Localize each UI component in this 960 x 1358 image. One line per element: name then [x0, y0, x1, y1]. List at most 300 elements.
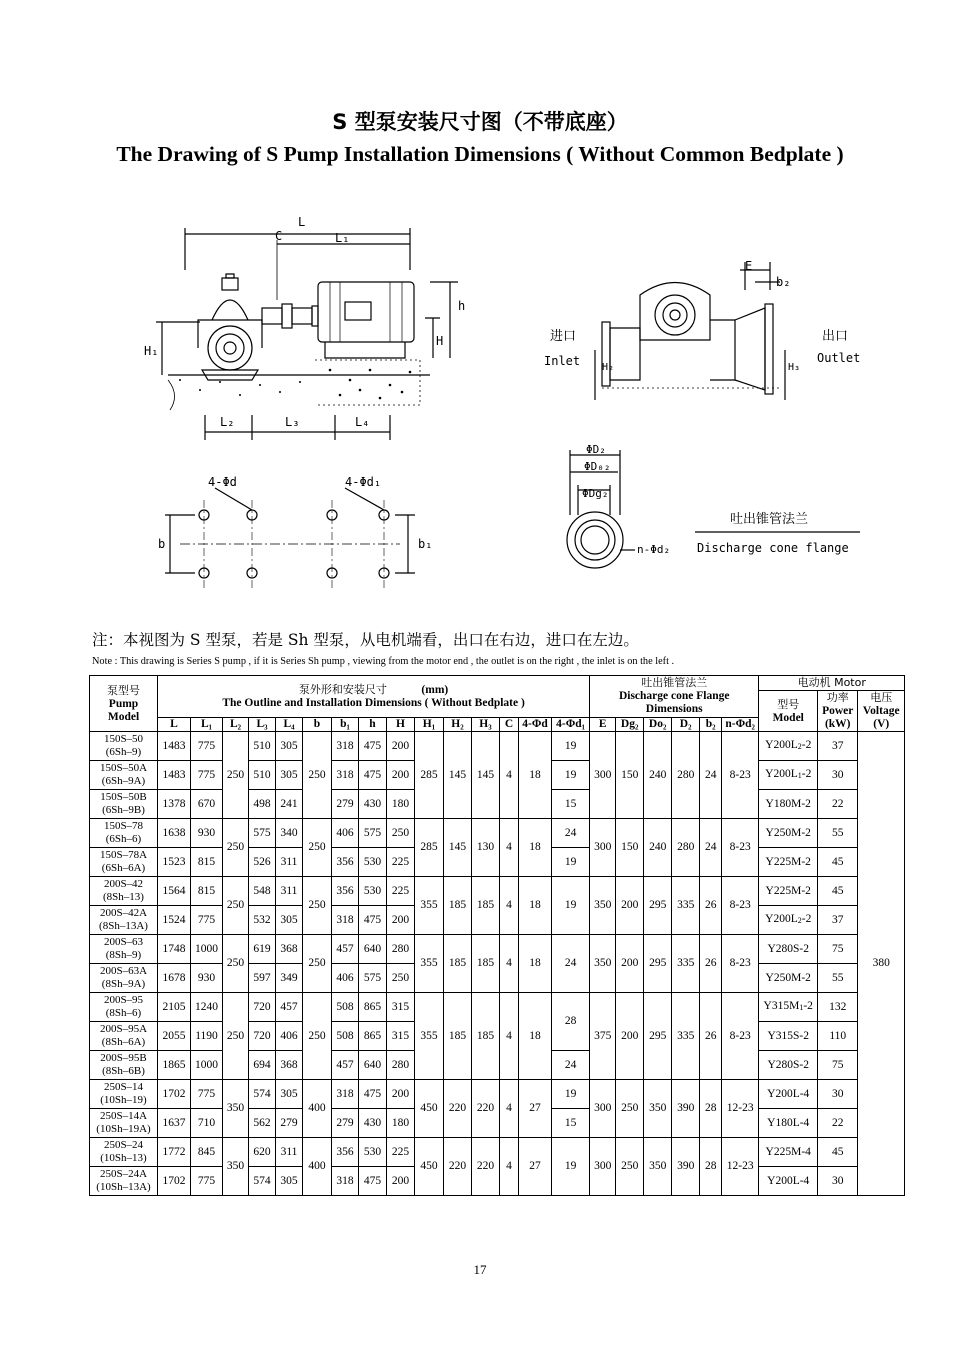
cell-b2: 24	[700, 819, 722, 877]
col-header: L	[158, 717, 191, 731]
cell-d: 27	[519, 1080, 552, 1138]
cell-H3: 185	[472, 993, 500, 1080]
cell-L3: 510	[249, 761, 276, 790]
col-header: Dg₂	[616, 717, 644, 731]
inlet-cn: 进口	[550, 329, 577, 344]
table-row	[90, 732, 905, 761]
motor-model: $Y200L_2-2$	[759, 906, 818, 935]
col-header: L₃	[249, 717, 276, 731]
cell-L: 1564	[158, 877, 191, 906]
cell-b: 250	[303, 877, 332, 935]
flange-cn: 吐出锥管法兰	[730, 512, 809, 527]
cell-b1: 356	[332, 848, 359, 877]
label-E: E	[745, 259, 753, 273]
cell-h: 530	[359, 848, 387, 877]
cell-H: 250	[387, 964, 415, 993]
motor-power: 30	[818, 1080, 858, 1109]
cell-H3: 130	[472, 819, 500, 877]
cell-H2: 220	[444, 1138, 472, 1196]
cell-L1: 775	[191, 1167, 223, 1196]
cell-Dg2: 200	[616, 935, 644, 993]
cell-b1: 406	[332, 964, 359, 993]
cell-H1: 450	[415, 1138, 444, 1196]
motor-power: 22	[818, 1109, 858, 1138]
cell-L2: 350	[223, 1080, 249, 1138]
cell-L4: 340	[276, 819, 303, 848]
cell-Dg2: 200	[616, 993, 644, 1080]
col-header: D₂	[672, 717, 700, 731]
label-L2: L₂	[220, 415, 235, 429]
cell-E: 300	[590, 1080, 616, 1138]
label-4d1: 4-Φd₁	[345, 475, 382, 489]
cell-H: 280	[387, 1051, 415, 1080]
motor-model: Y225M-2	[759, 877, 818, 906]
cell-L: 1772	[158, 1138, 191, 1167]
cell-E: 350	[590, 935, 616, 993]
cell-H3: 185	[472, 877, 500, 935]
cell-Dg2: 250	[616, 1138, 644, 1196]
cell-L4: 305	[276, 732, 303, 761]
page-number: 17	[473, 1262, 487, 1277]
cell-Do2: 350	[644, 1138, 672, 1196]
cell-H: 225	[387, 848, 415, 877]
cell-E: 375	[590, 993, 616, 1080]
pump-model: 150S–50A (6Sh–9A)	[90, 761, 158, 790]
cell-H: 225	[387, 1138, 415, 1167]
cell-L1: 775	[191, 906, 223, 935]
motor-power: 30	[818, 761, 858, 790]
col-header: H₃	[472, 717, 500, 731]
cell-h: 430	[359, 1109, 387, 1138]
cell-C: 4	[500, 819, 519, 877]
cell-d1: 28	[552, 993, 590, 1051]
cell-H: 225	[387, 877, 415, 906]
cell-d1: 15	[552, 790, 590, 819]
motor-power: 30	[818, 1167, 858, 1196]
cell-b1: 508	[332, 1022, 359, 1051]
col-header: L₂	[223, 717, 249, 731]
cell-Dg2: 150	[616, 732, 644, 819]
motor-model: Y225M-4	[759, 1138, 818, 1167]
cell-L2: 250	[223, 732, 249, 819]
col-header: n-Φd₂	[722, 717, 759, 731]
cell-H3: 185	[472, 935, 500, 993]
cell-L1: 775	[191, 1080, 223, 1109]
cell-D2: 280	[672, 732, 700, 819]
note-cn: 注：本视图为 S 型泵，若是 Sh 型泵，从电机端看，出口在右边，进口在左边。	[92, 631, 639, 649]
cell-D2: 335	[672, 993, 700, 1080]
cell-d1: 19	[552, 848, 590, 877]
cell-L: 1678	[158, 964, 191, 993]
cell-L: 1865	[158, 1051, 191, 1080]
cell-h: 865	[359, 993, 387, 1022]
cell-nd2: 8-23	[722, 993, 759, 1080]
cell-L1: 670	[191, 790, 223, 819]
cell-L2: 350	[223, 1138, 249, 1196]
cell-nd2: 8-23	[722, 877, 759, 935]
motor-model: Y180L-4	[759, 1109, 818, 1138]
cell-L4: 311	[276, 1138, 303, 1167]
motor-model: Y225M-2	[759, 848, 818, 877]
motor-power: 45	[818, 877, 858, 906]
cell-b1: 279	[332, 1109, 359, 1138]
cell-L: 1483	[158, 732, 191, 761]
header-voltage: 电压 Voltage (V)	[858, 691, 905, 732]
note-en: Note : This drawing is Series S pump , if it is Series Sh pump , viewing from the motor end , the outlet is on the right , the inlet is on the left .	[92, 656, 675, 667]
cell-H3: 220	[472, 1138, 500, 1196]
cell-H: 280	[387, 935, 415, 964]
cell-d1: 24	[552, 935, 590, 993]
inlet-en: Inlet	[544, 354, 581, 368]
cell-d1: 15	[552, 1109, 590, 1138]
pump-model: 200S–95B (8Sh–6B)	[90, 1051, 158, 1080]
motor-model: $Y200L_2-2$	[759, 732, 818, 761]
cell-H2: 145	[444, 819, 472, 877]
pump-model: 150S–50 (6Sh–9)	[90, 732, 158, 761]
cell-nd2: 12-23	[722, 1138, 759, 1196]
cell-D2: 390	[672, 1080, 700, 1138]
cell-h: 475	[359, 906, 387, 935]
cell-d: 27	[519, 1138, 552, 1196]
label-L: L	[298, 215, 306, 229]
motor-model: Y200L-4	[759, 1167, 818, 1196]
cell-E: 300	[590, 732, 616, 819]
label-D2: ΦD₂	[586, 443, 606, 456]
cell-nd2: 12-23	[722, 1080, 759, 1138]
cell-d1: 19	[552, 1138, 590, 1196]
pump-model: 150S–78 (6Sh–6)	[90, 819, 158, 848]
cell-L: 1637	[158, 1109, 191, 1138]
header-motor: 电动机 Motor	[759, 676, 905, 691]
cell-H1: 285	[415, 819, 444, 877]
cell-L4: 305	[276, 1167, 303, 1196]
label-H3: H₃	[788, 362, 801, 373]
cell-L1: 930	[191, 964, 223, 993]
cell-b2: 26	[700, 935, 722, 993]
col-header: E	[590, 717, 616, 731]
cell-L: 2055	[158, 1022, 191, 1051]
cell-H2: 145	[444, 732, 472, 819]
cell-b: 250	[303, 732, 332, 819]
cell-H: 200	[387, 906, 415, 935]
cell-b1: 318	[332, 1167, 359, 1196]
installation-drawing	[140, 210, 880, 610]
motor-model: $Y315M_1-2$	[759, 993, 818, 1022]
cell-d1: 19	[552, 1080, 590, 1109]
cell-D2: 280	[672, 819, 700, 877]
cell-L4: 368	[276, 1051, 303, 1080]
outlet-cn: 出口	[822, 329, 849, 344]
cell-d1: 19	[552, 761, 590, 790]
cell-d: 18	[519, 935, 552, 993]
motor-power: 132	[818, 993, 858, 1022]
cell-L3: 575	[249, 819, 276, 848]
cell-h: 475	[359, 1167, 387, 1196]
cell-L1: 845	[191, 1138, 223, 1167]
motor-power: 55	[818, 964, 858, 993]
pump-model: 200S–42A (8Sh–13A)	[90, 906, 158, 935]
cell-b2: 26	[700, 993, 722, 1080]
page-title-cn: S 型泵安装尺寸图（不带底座）	[332, 110, 628, 134]
label-h: h	[458, 299, 466, 313]
col-header: b	[303, 717, 332, 731]
motor-model: Y280S-2	[759, 1051, 818, 1080]
motor-voltage: 380	[858, 732, 905, 1196]
cell-L3: 720	[249, 1022, 276, 1051]
label-L1: L₁	[335, 231, 350, 245]
cell-d: 18	[519, 819, 552, 877]
cell-H: 200	[387, 732, 415, 761]
cell-H2: 185	[444, 935, 472, 993]
pump-model: 200S–42 (8Sh–13)	[90, 877, 158, 906]
cell-H: 200	[387, 1167, 415, 1196]
label-H1: H₁	[144, 344, 159, 358]
motor-model: $Y200L_1-2$	[759, 761, 818, 790]
cell-b1: 457	[332, 935, 359, 964]
pump-model: 200S–63A (8Sh–9A)	[90, 964, 158, 993]
cell-b1: 318	[332, 906, 359, 935]
col-header: Do₂	[644, 717, 672, 731]
cell-b: 400	[303, 1080, 332, 1138]
cell-h: 475	[359, 761, 387, 790]
cell-E: 350	[590, 877, 616, 935]
header-power: 功率 Power (kW)	[818, 691, 858, 732]
cell-b2: 28	[700, 1080, 722, 1138]
col-header: C	[500, 717, 519, 731]
cell-L4: 311	[276, 877, 303, 906]
cell-h: 640	[359, 935, 387, 964]
cell-b1: 279	[332, 790, 359, 819]
cell-h: 575	[359, 819, 387, 848]
table-row	[90, 993, 905, 1022]
cell-C: 4	[500, 1138, 519, 1196]
cell-L: 2105	[158, 993, 191, 1022]
cell-L3: 498	[249, 790, 276, 819]
cell-C: 4	[500, 993, 519, 1080]
cell-Dg2: 250	[616, 1080, 644, 1138]
table-row	[90, 1138, 905, 1167]
cell-b1: 457	[332, 1051, 359, 1080]
cell-Do2: 240	[644, 732, 672, 819]
motor-power: 75	[818, 1051, 858, 1080]
cell-E: 300	[590, 819, 616, 877]
cell-L3: 574	[249, 1167, 276, 1196]
cell-L4: 457	[276, 993, 303, 1022]
header-flange: 吐出锥管法兰 Discharge cone Flange Dimensions	[590, 676, 759, 718]
cell-L: 1483	[158, 761, 191, 790]
cell-H: 200	[387, 761, 415, 790]
motor-power: 45	[818, 848, 858, 877]
cell-L4: 305	[276, 906, 303, 935]
cell-L: 1524	[158, 906, 191, 935]
cell-H2: 185	[444, 993, 472, 1080]
header-motor-model: 型号 Model	[759, 691, 818, 732]
cell-L: 1638	[158, 819, 191, 848]
motor-power: 37	[818, 732, 858, 761]
label-b1: b₁	[418, 537, 433, 551]
cell-H: 250	[387, 819, 415, 848]
cell-L1: 1000	[191, 935, 223, 964]
cell-d: 18	[519, 732, 552, 819]
cell-L4: 279	[276, 1109, 303, 1138]
col-header: L₁	[191, 717, 223, 731]
col-header: h	[359, 717, 387, 731]
cell-H: 180	[387, 790, 415, 819]
motor-model: Y250M-2	[759, 964, 818, 993]
cell-b1: 318	[332, 761, 359, 790]
cell-b2: 28	[700, 1138, 722, 1196]
cell-C: 4	[500, 877, 519, 935]
header-pump-model: 泵型号 Pump Model	[90, 676, 158, 732]
col-header: H	[387, 717, 415, 731]
pump-model: 250S–14 (10Sh–19)	[90, 1080, 158, 1109]
table-row	[90, 819, 905, 848]
motor-model: Y180M-2	[759, 790, 818, 819]
cell-H: 315	[387, 1022, 415, 1051]
cell-d: 18	[519, 993, 552, 1080]
cell-b: 250	[303, 819, 332, 877]
cell-h: 430	[359, 790, 387, 819]
header-dimensions: 泵外形和安装尺寸 (mm) The Outline and Installation Dimensions ( Without Bedplate )	[158, 676, 590, 718]
cell-L4: 305	[276, 1080, 303, 1109]
outlet-en: Outlet	[817, 351, 861, 365]
cell-d1: 24	[552, 1051, 590, 1080]
cell-L4: 368	[276, 935, 303, 964]
cell-b1: 356	[332, 877, 359, 906]
table-row	[90, 1080, 905, 1109]
cell-h: 475	[359, 732, 387, 761]
cell-Dg2: 150	[616, 819, 644, 877]
pump-model: 250S–14A (10Sh–19A)	[90, 1109, 158, 1138]
cell-Do2: 295	[644, 993, 672, 1080]
cell-L4: 305	[276, 761, 303, 790]
cell-L4: 349	[276, 964, 303, 993]
cell-H: 180	[387, 1109, 415, 1138]
cell-b: 400	[303, 1138, 332, 1196]
cell-H3: 220	[472, 1080, 500, 1138]
cell-L3: 574	[249, 1080, 276, 1109]
motor-power: 110	[818, 1022, 858, 1051]
cell-h: 530	[359, 1138, 387, 1167]
cell-Do2: 295	[644, 935, 672, 993]
motor-power: 75	[818, 935, 858, 964]
col-header: b₂	[700, 717, 722, 731]
cell-nd2: 8-23	[722, 819, 759, 877]
label-H: H	[436, 334, 444, 348]
col-header: 4-Φd	[519, 717, 552, 731]
cell-b2: 24	[700, 732, 722, 819]
cell-L1: 1240	[191, 993, 223, 1022]
label-nd2: n-Φd₂	[637, 543, 671, 556]
motor-model: Y200L-4	[759, 1080, 818, 1109]
cell-b1: 356	[332, 1138, 359, 1167]
cell-L3: 510	[249, 732, 276, 761]
table-row	[90, 935, 905, 964]
cell-C: 4	[500, 732, 519, 819]
label-H2: H₂	[602, 362, 615, 373]
cell-b: 250	[303, 935, 332, 993]
cell-D2: 335	[672, 877, 700, 935]
label-b: b	[158, 537, 166, 551]
cell-L3: 526	[249, 848, 276, 877]
cell-C: 4	[500, 935, 519, 993]
pump-model: 200S–95A (8Sh–6A)	[90, 1022, 158, 1051]
cell-L4: 241	[276, 790, 303, 819]
cell-H: 200	[387, 1080, 415, 1109]
pump-model: 150S–50B (6Sh–9B)	[90, 790, 158, 819]
cell-L2: 250	[223, 993, 249, 1080]
cell-h: 640	[359, 1051, 387, 1080]
cell-Dg2: 200	[616, 877, 644, 935]
cell-H1: 355	[415, 935, 444, 993]
cell-L1: 1190	[191, 1022, 223, 1051]
cell-E: 300	[590, 1138, 616, 1196]
cell-L1: 930	[191, 819, 223, 848]
cell-nd2: 8-23	[722, 732, 759, 819]
cell-D2: 335	[672, 935, 700, 993]
cell-H1: 355	[415, 877, 444, 935]
cell-L3: 597	[249, 964, 276, 993]
cell-h: 575	[359, 964, 387, 993]
cell-L1: 815	[191, 877, 223, 906]
label-Do2: ΦD₀₂	[584, 460, 611, 473]
table-row	[90, 877, 905, 906]
label-b2: b₂	[776, 275, 791, 289]
cell-Do2: 350	[644, 1080, 672, 1138]
cell-b2: 26	[700, 877, 722, 935]
cell-C: 4	[500, 1080, 519, 1138]
cell-b1: 406	[332, 819, 359, 848]
motor-power: 45	[818, 1138, 858, 1167]
motor-model: Y315S-2	[759, 1022, 818, 1051]
cell-b: 250	[303, 993, 332, 1080]
dimensions-table	[89, 675, 905, 1196]
label-L3: L₃	[285, 415, 300, 429]
cell-L1: 1000	[191, 1051, 223, 1080]
cell-h: 475	[359, 1080, 387, 1109]
col-header: 4-Φd₁	[552, 717, 590, 731]
pump-model: 250S–24 (10Sh–13)	[90, 1138, 158, 1167]
pump-model: 150S–78A (6Sh–6A)	[90, 848, 158, 877]
cell-H1: 355	[415, 993, 444, 1080]
cell-d1: 19	[552, 732, 590, 761]
cell-L4: 406	[276, 1022, 303, 1051]
label-C: C	[275, 229, 283, 243]
cell-Do2: 240	[644, 819, 672, 877]
cell-h: 865	[359, 1022, 387, 1051]
col-header: H₁	[415, 717, 444, 731]
cell-L3: 548	[249, 877, 276, 906]
cell-H3: 145	[472, 732, 500, 819]
label-L4: L₄	[355, 415, 370, 429]
cell-L: 1748	[158, 935, 191, 964]
cell-h: 530	[359, 877, 387, 906]
label-4d: 4-Φd	[208, 475, 237, 489]
cell-L4: 311	[276, 848, 303, 877]
cell-H1: 450	[415, 1080, 444, 1138]
cell-D2: 390	[672, 1138, 700, 1196]
cell-L: 1702	[158, 1167, 191, 1196]
cell-L3: 620	[249, 1138, 276, 1167]
motor-power: 55	[818, 819, 858, 848]
cell-H: 315	[387, 993, 415, 1022]
cell-nd2: 8-23	[722, 935, 759, 993]
cell-L3: 562	[249, 1109, 276, 1138]
cell-d1: 24	[552, 819, 590, 848]
label-Dg2: ΦDg₂	[582, 487, 609, 500]
col-header: H₂	[444, 717, 472, 731]
cell-L: 1702	[158, 1080, 191, 1109]
